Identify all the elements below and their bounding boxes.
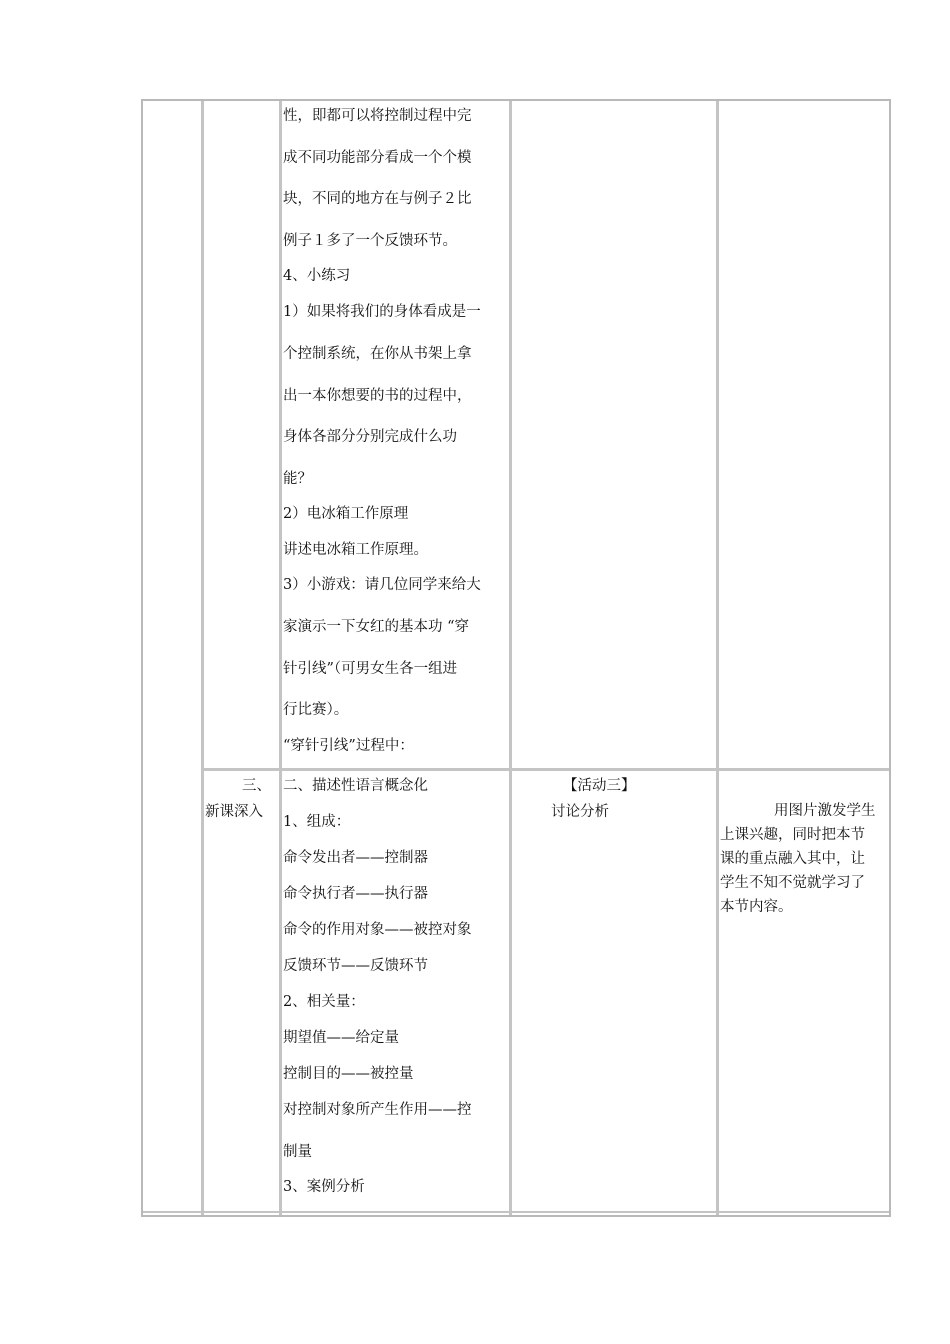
stage-number: 三、 <box>242 778 271 794</box>
content-line: 命令发出者——控制器 <box>283 850 428 866</box>
content-line: 2、相关量： <box>283 994 365 1010</box>
activity-title: 【活动三】 <box>563 778 636 794</box>
stage-title: 新课深入 <box>205 804 263 820</box>
column-divider-1 <box>201 101 204 1215</box>
intent-line: 学生不知不觉就学习了 <box>720 875 865 891</box>
content-line: 家演示一下女红的基本功 “穿 <box>283 619 470 635</box>
content-line: 2）电冰箱工作原理 <box>283 506 409 522</box>
content-line: 行比赛）。 <box>283 702 349 718</box>
content-line: 3）小游戏：请几位同学来给大 <box>283 577 481 593</box>
column-divider-2 <box>279 101 282 1215</box>
content-line: 二、描述性语言概念化 <box>283 778 428 794</box>
content-line: 1）如果将我们的身体看成是一 <box>283 304 481 320</box>
content-line: 3、案例分析 <box>283 1179 365 1195</box>
content-line: 讲述电冰箱工作原理。 <box>283 542 428 558</box>
content-line: 命令执行者——执行器 <box>283 886 428 902</box>
table-bottom-line <box>143 1211 889 1213</box>
activity-desc: 讨论分析 <box>551 804 609 820</box>
content-line: 对控制对象所产生作用——控 <box>283 1102 472 1118</box>
content-line: 期望值——给定量 <box>283 1030 399 1046</box>
content-line: 身体各部分分别完成什么功 <box>283 429 457 445</box>
intent-line: 用图片激发学生 <box>774 803 876 819</box>
content-line: 例子１多了一个反馈环节。 <box>283 233 457 249</box>
content-line: “穿针引线”过程中： <box>283 738 414 754</box>
content-line: 个控制系统，在你从书架上拿 <box>283 346 472 362</box>
intent-line: 上课兴趣，同时把本节 <box>720 827 865 843</box>
column-divider-3 <box>509 101 512 1215</box>
content-line: 控制目的——被控量 <box>283 1066 414 1082</box>
content-line: 制量 <box>283 1144 312 1160</box>
content-line: 反馈环节——反馈环节 <box>283 958 428 974</box>
content-line: 性，即都可以将控制过程中完 <box>283 108 472 124</box>
content-line: 成不同功能部分看成一个个模 <box>283 150 472 166</box>
content-line: 1、组成： <box>283 814 351 830</box>
content-line: 块，不同的地方在与例子２比 <box>283 191 472 207</box>
content-line: 能？ <box>283 471 312 487</box>
content-line: 命令的作用对象——被控对象 <box>283 922 472 938</box>
intent-line: 本节内容。 <box>720 899 793 915</box>
content-line: 出一本你想要的书的过程中， <box>283 388 472 404</box>
content-line: 4、小练习 <box>283 268 351 284</box>
intent-line: 课的重点融入其中，让 <box>720 851 865 867</box>
lesson-table <box>141 99 891 1217</box>
content-line: 针引线”（可男女生各一组进 <box>283 661 458 677</box>
row-divider <box>203 768 889 771</box>
column-divider-4 <box>716 101 719 1215</box>
